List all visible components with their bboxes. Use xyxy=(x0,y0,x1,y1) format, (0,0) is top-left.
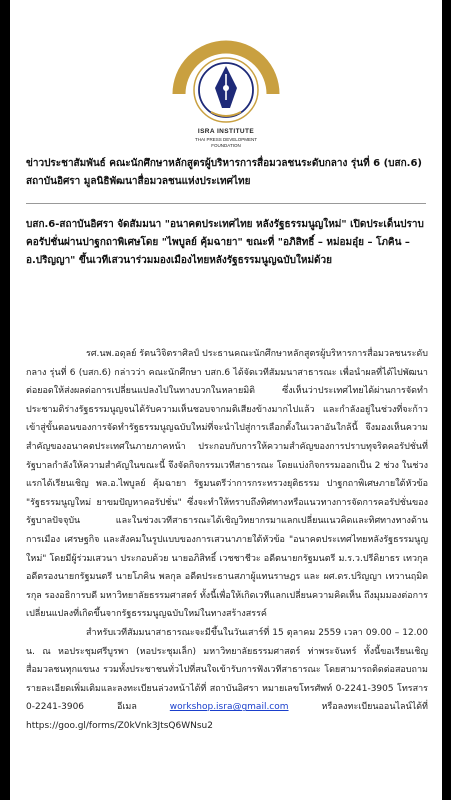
logo-emblem-icon xyxy=(167,30,285,126)
logo-tagline-2: FOUNDATION xyxy=(211,143,241,148)
body-paragraph-2 xyxy=(26,624,428,736)
heading-line-1: ข่าวประชาสัมพันธ์ คณะนักศึกษาหลักสูตรผู้บริหารการสื่อมวลชนระดับกลาง รุ่นที่ 6 (บสก.6) xyxy=(26,158,422,169)
document-page xyxy=(10,0,442,800)
email-link[interactable]: workshop.isra@gmail.com xyxy=(169,702,289,713)
registration-text: หรือลงทะเบียนออนไลน์ได้ที่ https://goo.gl/forms/Z0kVnk3JtsQ6WNsu2 xyxy=(26,702,428,731)
heading-line-2: สถาบันอิศรา มูลนิธิพัฒนาสื่อมวลชนแห่งประเทศไทย xyxy=(26,176,251,187)
logo-name: ISRA INSTITUTE xyxy=(197,128,255,135)
body-paragraph-2-text: สำหรับเวทีสัมมนาสาธารณะจะมีขึ้นในวันเสาร์ที่ 15 ตุลาคม 2559 เวลา 09.00 – 12.00 น. ณ หอประชุมศรีบูรพา (หอประชุมเล็ก) มหาวิทยาลัยธรรมศาสตร์ ท่าพระจันทร์ ทั้งนี้ขอเรียนเชิญสื่อมวลชนทุกแขนง รวมทั้งประชาชนทั่วไปที่สนใจเข้ารับการฟังเวทีสาธารณะ โดยสามารถติดต่อสอบถามรายละเอียดเพิ่มเติมและลงทะเบียนล่วงหน้าได้ที่ สถาบันอิศรา หมายเลขโทรศัพท์ 0-2241-3905 โทรสาร 0-2241-3906 อีเมล xyxy=(26,627,428,713)
isra-institute-logo xyxy=(167,30,285,148)
body-text xyxy=(26,345,428,735)
lead-paragraph: บสก.6-สถาบันอิศรา จัดสัมมนา "อนาคตประเทศไทย หลังรัฐธรรมนูญใหม่" เปิดประเด็นปราบคอรัปชั่นผ่านปาฐกถาพิเศษโดย "ไพบูลย์ คุ้มฉายา" ขณะที่ "อภิสิทธิ์ – หม่อมอุ๋ย – โภคิน – อ.ปริญญา" ขึ้นเวทีเสวนาร่วมมองเมืองไทยหลังรัฐธรรมนูญฉบับใหม่ด้วย xyxy=(26,219,424,266)
logo-area xyxy=(10,30,442,148)
divider xyxy=(26,203,426,204)
logo-tagline-1: THAI PRESS DEVELOPMENT xyxy=(194,137,257,142)
body-paragraph-1: รศ.นพ.อดุลย์ รัตนวิจิตราศิลป์ ประธานคณะนักศึกษาหลักสูตรผู้บริหารการสื่อมวลชนระดับกลาง รุ่นที่ 6 (บสก.6) กล่าวว่า คณะนักศึกษา บสก.6 ได้จัดเวทีสัมมนาสาธารณะ เพื่อนำผลที่ได้ไปพัฒนาต่อยอดให้ส่งผลต่อการเปลี่ยนแปลงไปในทางบวกในหลายมิติ ซึ่งเห็นว่าประเทศไทยได้ผ่านการจัดทำประชามติร่างรัฐธรรมนูญจนได้รับความเห็นชอบจากมติเสียงข้างมากไปแล้ว และกำลังอยู่ในช่วงที่จะก้าวเข้าสู่ขั้นตอนของการจัดทำรัฐธรรมนูญฉบับใหม่ที่จะนำไปสู่การเลือกตั้งในเวลาอันใกล้นี้ จึงมองเห็นความสำคัญของอนาคตประเทศในภายภาคหน้า ประกอบกับการให้ความสำคัญของการปราบทุจริตคอรัปชั่นที่รัฐบาลกำลังให้ความสำคัญในขณะนี้ จึงจัดกิจกรรมเวทีสาธารณะ โดยแบ่งกิจกรรมออกเป็น 2 ช่วง ในช่วงแรกได้เรียนเชิญ พล.อ.ไพบูลย์ คุ้มฉายา รัฐมนตรีว่าการกระทรวงยุติธรรม ปาฐกถาพิเศษภายใต้หัวข้อ "รัฐธรรมนูญใหม่ ยาขมปัญหาคอรัปชั่น" ซึ่งจะทำให้ทราบถึงทิศทางหรือแนวทางการจัดการคอรัปชั่นของรัฐบาลปัจจุบัน และในช่วงเวทีสาธารณะได้เชิญวิทยากรมาแลกเปลี่ยนแนวคิดและทิศทางทางด้านการเมือง เศรษฐกิจ และสังคมในรูปแบบของการเสวนาภายใต้หัวข้อ "อนาคตประเทศไทยหลังรัฐธรรมนูญใหม่" โดยมีผู้ร่วมเสวนา ประกอบด้วย นายอภิสิทธิ์ เวชชาชีวะ อดีตนายกรัฐมนตรี ม.ร.ว.ปรีดิยาธร เทวกุล อดีตรองนายกรัฐมนตรี นายโภคิน พลกุล อดีตประธานสภาผู้แทนราษฎร และ ผศ.ดร.ปริญญา เทวานฤมิตรกุล รองอธิการบดี มหาวิทยาลัยธรรมศาสตร์ ทั้งนี้เพื่อให้เกิดเวทีแลกเปลี่ยนความคิดเห็น ถึงมุมมองต่อการเปลี่ยนแปลงที่เกิดขึ้นจากรัฐธรรมนูญฉบับใหม่ในทางสร้างสรรค์ xyxy=(26,349,428,620)
press-release-heading xyxy=(26,155,426,191)
